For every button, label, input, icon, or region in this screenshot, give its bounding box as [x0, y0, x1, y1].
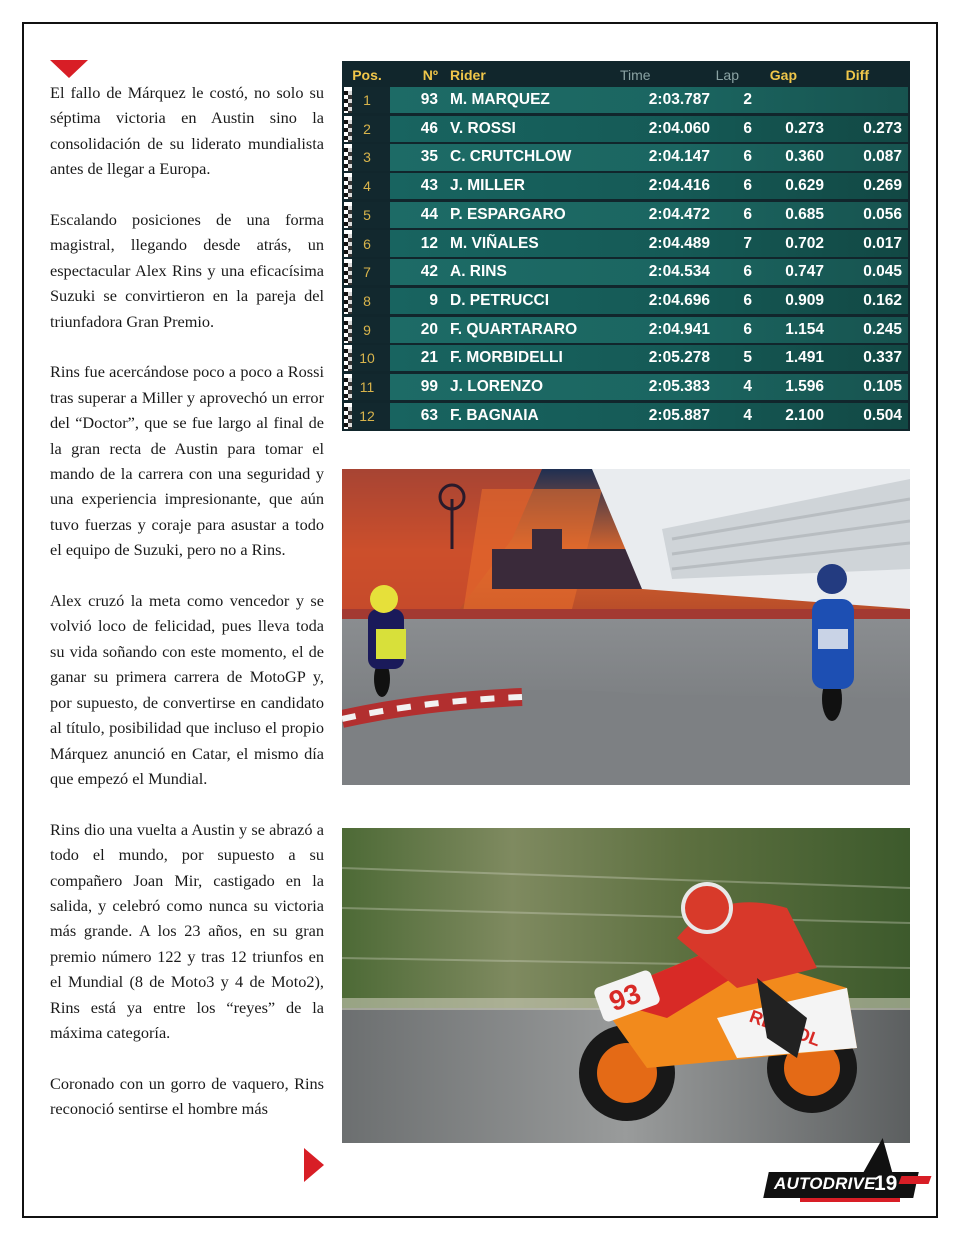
- article-paragraph: Escalando posiciones de una forma magistral, llegando desde atrás, un espectacular Alex Rins y una eficacísima Suzuki se convirtieron en la pareja del triunfadora Gran Premio.: [50, 210, 324, 331]
- cell-time: 2:04.941: [648, 320, 710, 338]
- cell-lap: 6: [743, 177, 752, 195]
- cell-rider: F. BAGNAIA: [450, 406, 539, 424]
- cell-diff: 0.045: [863, 263, 902, 281]
- cell-diff: 0.162: [863, 291, 902, 309]
- table-row: [344, 230, 908, 256]
- cell-number: 43: [420, 177, 438, 195]
- cell-pos: 12: [344, 403, 390, 429]
- cell-diff: 0.504: [863, 406, 902, 424]
- cell-lap: 7: [743, 234, 752, 252]
- table-row: [344, 116, 908, 142]
- row-body: [390, 87, 908, 113]
- cell-number: 21: [420, 349, 438, 367]
- row-body: [390, 259, 908, 285]
- cell-rider: J. MILLER: [450, 177, 525, 195]
- logo-text: AUTODRIVE: [774, 1174, 876, 1193]
- cell-rider: M. MARQUEZ: [450, 91, 550, 109]
- cell-pos: 7: [344, 259, 390, 285]
- article-paragraph: Coronado con un gorro de vaquero, Rins reconoció sentirse el hombre más: [50, 1073, 324, 1119]
- cell-diff: 0.105: [863, 377, 902, 395]
- row-body: [390, 230, 908, 256]
- cell-pos: 2: [344, 116, 390, 142]
- cell-number: 44: [420, 205, 438, 223]
- autodrive-logo: [760, 1136, 940, 1210]
- row-body: [390, 374, 908, 400]
- cell-rider: J. LORENZO: [450, 377, 544, 395]
- cell-rider: D. PETRUCCI: [450, 291, 550, 309]
- logo-accent: [899, 1176, 932, 1184]
- article-paragraph: Rins dio una vuelta a Austin y se abrazó a todo el mundo, por supuesto a su compañero Joan Mir, castigado en la salida, y celebró como nunca su victoria más grande. A los 23 años, en su gran premio número 122 y tras 12 triunfos en el Mundial (8 de Moto3 y 4 de Moto2), Rins está ya entre los “reyes” de la máxima categoría.: [50, 819, 324, 1042]
- race-photo-austin-image: [342, 469, 910, 785]
- cell-time: 2:04.416: [648, 177, 710, 195]
- cell-diff: 0.087: [863, 148, 902, 166]
- table-row: [344, 403, 908, 429]
- cell-lap: 6: [743, 148, 752, 166]
- marquez-photo-image: [342, 828, 910, 1143]
- cell-time: 2:04.696: [648, 291, 710, 309]
- cell-gap: 0.702: [785, 234, 824, 252]
- cell-gap: 1.596: [785, 377, 824, 395]
- cell-pos: 9: [344, 317, 390, 343]
- page-number: 19: [874, 1172, 898, 1195]
- cell-time: 2:03.787: [648, 91, 710, 109]
- row-body: [390, 202, 908, 228]
- cell-gap: 1.491: [785, 349, 824, 367]
- cell-time: 2:04.147: [648, 148, 710, 166]
- cell-lap: 5: [743, 349, 752, 367]
- table-row: [344, 374, 908, 400]
- marquez-photo: [342, 828, 910, 1143]
- header-diff: Diff: [845, 67, 869, 83]
- row-body: [390, 403, 908, 429]
- cell-pos: 3: [344, 144, 390, 170]
- race-results-table: [342, 61, 910, 431]
- header-rider: Rider: [450, 67, 486, 83]
- cell-rider: C. CRUTCHLOW: [450, 148, 572, 166]
- bike-number: 93: [604, 977, 645, 1018]
- cell-time: 2:04.489: [648, 234, 710, 252]
- cell-rider: P. ESPARGARO: [450, 205, 566, 223]
- cell-pos: 8: [344, 288, 390, 314]
- cell-time: 2:05.887: [648, 406, 710, 424]
- cell-lap: 2: [743, 91, 752, 109]
- cell-rider: A. RINS: [450, 263, 507, 281]
- cell-gap: 0.685: [785, 205, 824, 223]
- section-marker-icon: [50, 60, 88, 78]
- table-row: [344, 345, 908, 371]
- cell-pos: 4: [344, 173, 390, 199]
- header-time: Time: [620, 67, 651, 83]
- race-photo-austin: [342, 469, 910, 785]
- article-body: [50, 80, 324, 1122]
- cell-number: 63: [420, 406, 438, 424]
- cell-lap: 6: [743, 263, 752, 281]
- cell-lap: 6: [743, 205, 752, 223]
- cell-time: 2:05.278: [648, 349, 710, 367]
- cell-number: 35: [420, 148, 438, 166]
- cell-lap: 6: [743, 291, 752, 309]
- cell-lap: 4: [743, 406, 752, 424]
- cell-number: 20: [420, 320, 438, 338]
- logo-fin-icon: [861, 1138, 898, 1176]
- cell-pos: 5: [344, 202, 390, 228]
- cell-diff: 0.337: [863, 349, 902, 367]
- cell-number: 9: [429, 291, 438, 309]
- cell-gap: 0.909: [785, 291, 824, 309]
- cell-gap: 0.629: [785, 177, 824, 195]
- cell-gap: 0.273: [785, 119, 824, 137]
- table-row: [344, 317, 908, 343]
- cell-diff: 0.056: [863, 205, 902, 223]
- table-row: [344, 87, 908, 113]
- cell-pos: 10: [344, 345, 390, 371]
- cell-pos: 6: [344, 230, 390, 256]
- cell-rider: F. MORBIDELLI: [450, 349, 563, 367]
- header-number: Nº: [422, 67, 438, 83]
- table-row: [344, 144, 908, 170]
- article-paragraph: El fallo de Márquez le costó, no solo su séptima victoria en Austin sino la consolidación de su liderato mundialista antes de llegar a Europa.: [50, 83, 324, 179]
- continue-arrow-icon: [304, 1148, 324, 1182]
- cell-lap: 6: [743, 320, 752, 338]
- cell-number: 46: [420, 119, 438, 137]
- row-body: [390, 144, 908, 170]
- cell-rider: M. VIÑALES: [450, 234, 539, 252]
- table-row: [344, 202, 908, 228]
- cell-number: 93: [420, 91, 438, 109]
- cell-time: 2:04.060: [648, 119, 710, 137]
- article-paragraph: Alex cruzó la meta como vencedor y se volvió loco de felicidad, pues lleva toda su vida soñando con este momento, el de ganar su primera carrera de MotoGP y, por supuesto, de convertirse en candidato al título, posibilidad que incluso el propio Márquez anunció en Catar, el mismo día que empezó el Mundial.: [50, 591, 324, 788]
- row-body: [390, 288, 908, 314]
- cell-pos: 11: [344, 374, 390, 400]
- row-body: [390, 345, 908, 371]
- cell-lap: 6: [743, 119, 752, 137]
- header-lap: Lap: [715, 67, 739, 83]
- cell-diff: 0.017: [863, 234, 902, 252]
- cell-number: 42: [420, 263, 438, 281]
- logo-underline: [800, 1198, 900, 1202]
- row-body: [390, 116, 908, 142]
- table-row: [344, 173, 908, 199]
- table-row: [344, 259, 908, 285]
- cell-rider: F. QUARTARARO: [450, 320, 578, 338]
- table-row: [344, 288, 908, 314]
- cell-gap: 0.360: [785, 148, 824, 166]
- cell-gap: 0.747: [785, 263, 824, 281]
- cell-gap: 2.100: [785, 406, 824, 424]
- table-body: [344, 87, 908, 429]
- cell-rider: V. ROSSI: [450, 119, 516, 137]
- cell-gap: 1.154: [785, 320, 824, 338]
- header-pos: Pos.: [352, 67, 382, 83]
- cell-lap: 4: [743, 377, 752, 395]
- cell-diff: 0.269: [863, 177, 902, 195]
- cell-time: 2:05.383: [648, 377, 710, 395]
- article-paragraph: Rins fue acercándose poco a poco a Rossi tras superar a Miller y aprovechó un error del “Doctor”, que se fue largo al final de la gran recta de Austin para tomar el mando de la carrera con una seguridad y una experiencia impresionante, que aún tuvo fuerzas y coraje para asustar a todo el equipo de Suzuki, pero no a Rins.: [50, 362, 324, 560]
- cell-diff: 0.245: [863, 320, 902, 338]
- cell-time: 2:04.472: [648, 205, 710, 223]
- cell-diff: 0.273: [863, 119, 902, 137]
- row-body: [390, 317, 908, 343]
- cell-pos: 1: [344, 87, 390, 113]
- table-header: [344, 63, 908, 87]
- cell-time: 2:04.534: [648, 263, 710, 281]
- cell-number: 99: [420, 377, 438, 395]
- header-gap: Gap: [769, 67, 797, 83]
- row-body: [390, 173, 908, 199]
- cell-number: 12: [420, 234, 438, 252]
